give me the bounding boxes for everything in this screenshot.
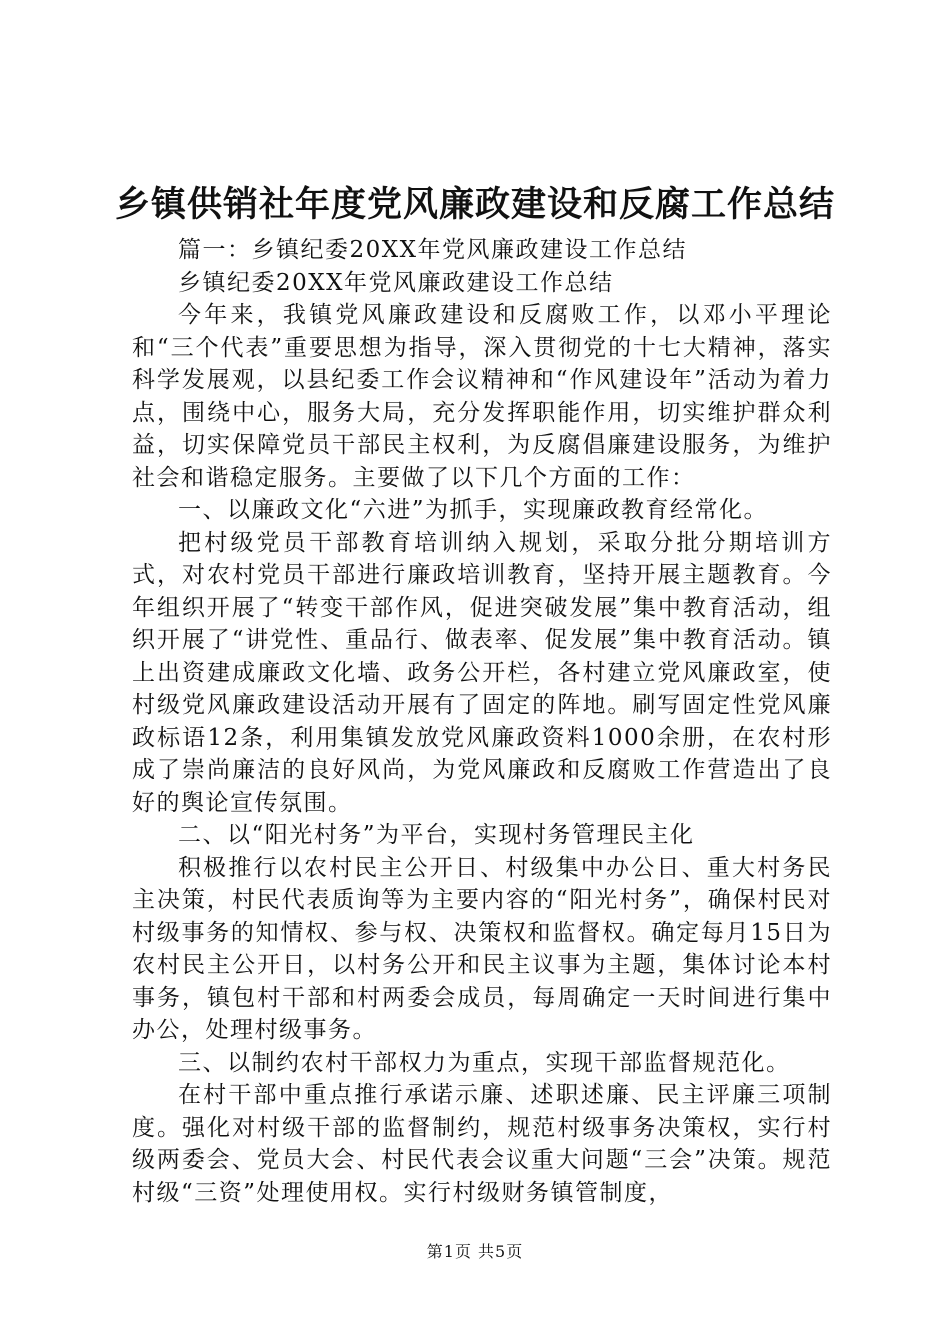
paragraph-section-3-body: 在村干部中重点推行承诺示廉、述职述廉、民主评廉三项制度。强化对村级干部的监督制约，规范村级事务决策权，实行村级两委会、党员大会、村民代表会议重大问题“三会”决策。规范村级“三资”处理使用权。实行村级财务镇管制度， <box>132 1082 832 1206</box>
document-title: 乡镇供销社年度党风廉政建设和反腐工作总结 <box>114 185 835 225</box>
page-number-footer: 第1页 共5页 <box>426 1242 524 1261</box>
document-body <box>132 234 832 1209</box>
paragraph-section-2-body: 积极推行以农村民主公开日、村级集中办公日、重大村务民主决策，村民代表质询等为主要内容的“阳光村务”，确保村民对村级事务的知情权、参与权、决策权和监督权。确定每月15日为农村民主公开日，以村务公开和民主议事为主题，集体讨论本村事务，镇包村干部和村两委会成员，每周确定一天时间进行集中办公，处理村级事务。 <box>132 854 832 1043</box>
paragraph-section-2-heading: 二、以“阳光村务”为平台，实现村务管理民主化 <box>178 822 695 848</box>
paragraph-section-3-heading: 三、以制约农村干部权力为重点，实现干部监督规范化。 <box>178 1049 791 1076</box>
paragraph-subtitle: 乡镇纪委20XX年党风廉政建设工作总结 <box>178 269 614 296</box>
paragraph-section-1-heading: 一、以廉政文化“六进”为抓手，实现廉政教育经常化。 <box>178 497 769 523</box>
paragraph-section-1-body: 把村级党员干部教育培训纳入规划，采取分批分期培训方式，对农村党员干部进行廉政培训教育，坚持开展主题教育。今年组织开展了“转变干部作风，促进突破发展”集中教育活动，组织开展了“讲党性、重品行、做表率、促发展”集中教育活动。镇上出资建成廉政文化墙、政务公开栏，各村建立党风廉政室，使村级党风廉政建设活动开展有了固定的阵地。刷写固定性党风廉政标语12条，利用集镇发放党风廉政资料1000余册，在农村形成了崇尚廉洁的良好风尚，为党风廉政和反腐败工作营造出了良好的舆论宣传氛围。 <box>132 529 832 816</box>
paragraph-intro: 今年来，我镇党风廉政建设和反腐败工作，以邓小平理论和“三个代表”重要思想为指导，深入贯彻党的十七大精神，落实科学发展观，以县纪委工作会议精神和“作风建设年”活动为着力点，围绕中心，服务大局，充分发挥职能作用，切实维护群众利益，切实保障党员干部民主权利，为反腐倡廉建设服务，为维护社会和谐稳定服务。主要做了以下几个方面的工作： <box>132 302 832 491</box>
paragraph-article-heading: 篇一：乡镇纪委20XX年党风廉政建设工作总结 <box>178 237 688 263</box>
